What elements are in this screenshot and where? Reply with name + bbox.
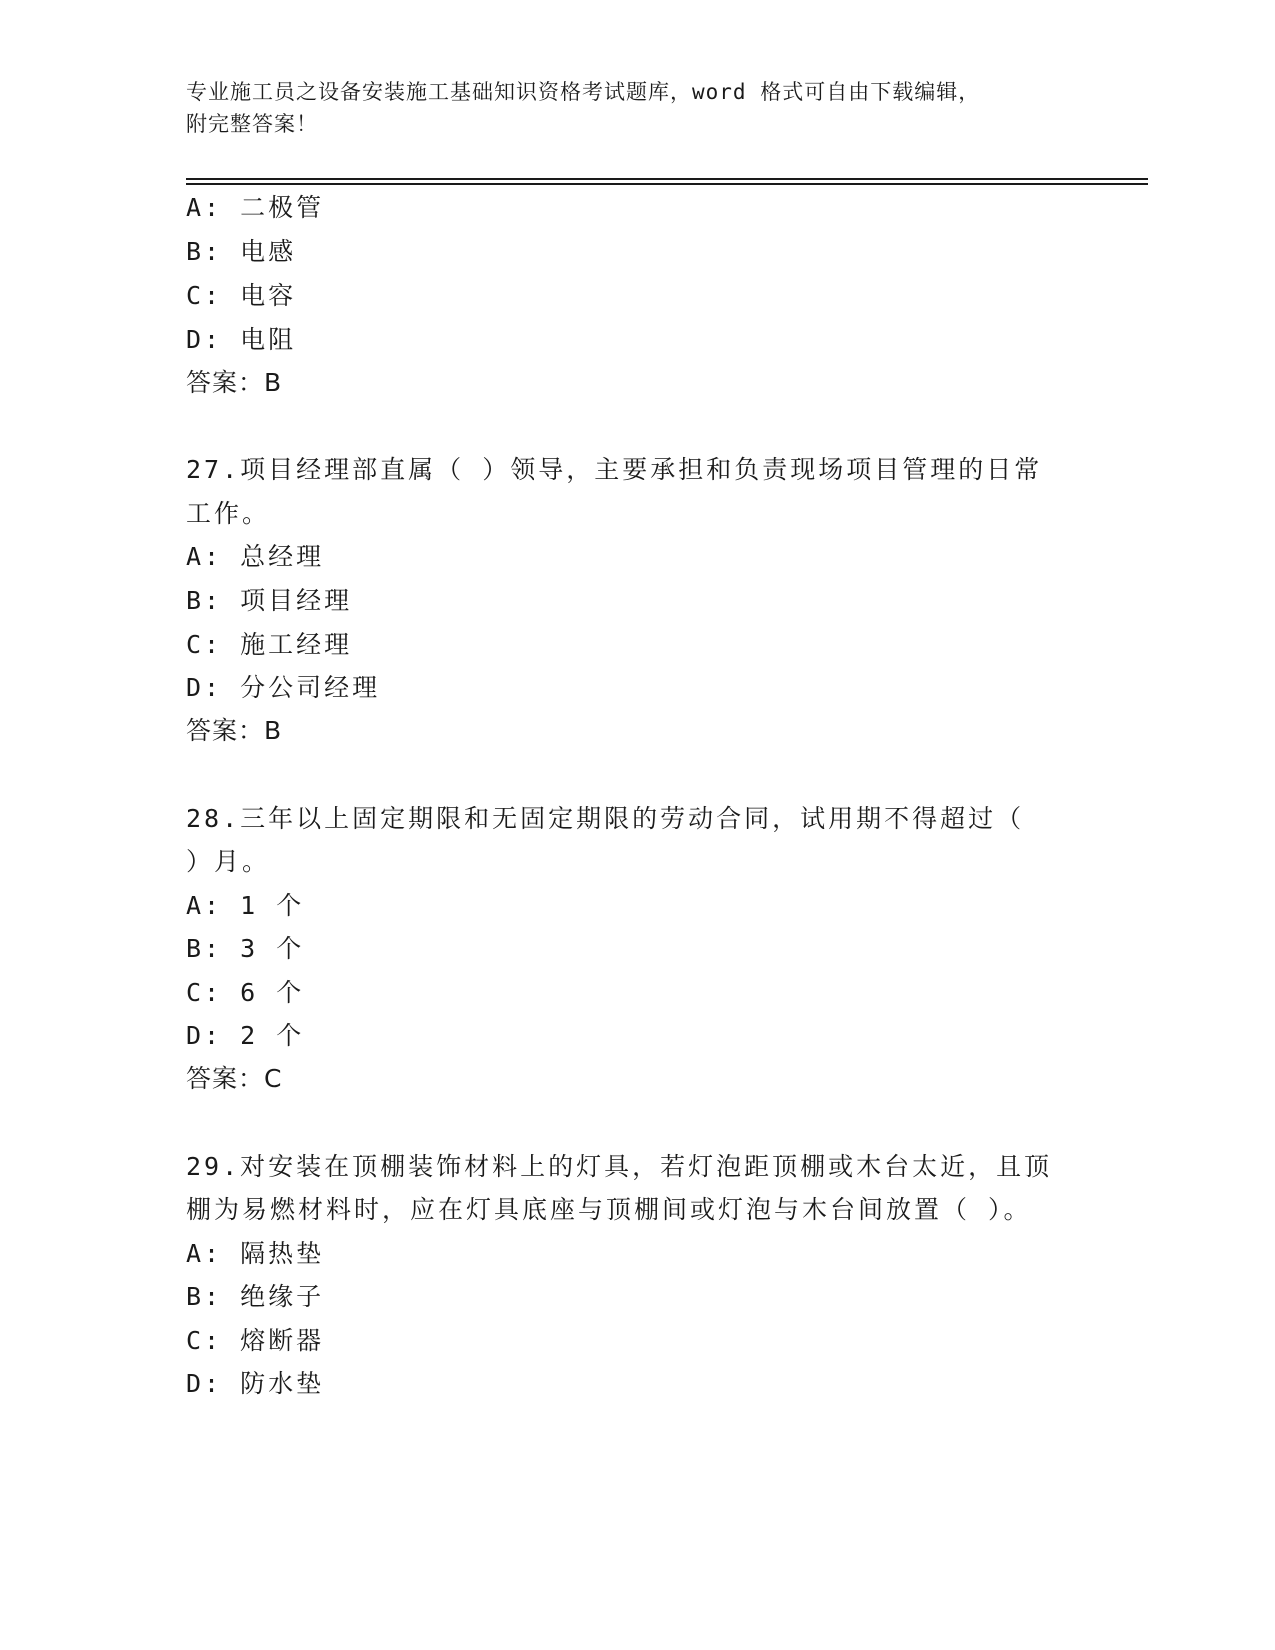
q26-option-a: A: 二极管 — [186, 193, 325, 222]
q28-option-c: C: 6 个 — [186, 978, 305, 1007]
header-line-2: 附完整答案！ — [186, 112, 318, 136]
q27-option-c: C: 施工经理 — [186, 630, 353, 659]
header-rule-bottom — [186, 183, 1148, 185]
q29-stem-line-2: 棚为易燃材料时，应在灯具底座与顶棚间或灯泡与木台间放置（ ）。 — [186, 1195, 1032, 1224]
q29-option-a: A: 隔热垫 — [186, 1239, 325, 1268]
q27-option-d: D: 分公司经理 — [186, 673, 381, 702]
q28-option-b: B: 3 个 — [186, 934, 305, 963]
q26-option-d: D: 电阻 — [186, 325, 297, 354]
header-line-1: 专业施工员之设备安装施工基础知识资格考试题库，word 格式可自由下载编辑， — [186, 80, 981, 104]
q29-option-d: D: 防水垫 — [186, 1369, 325, 1398]
q28-stem-line-1: 28.三年以上固定期限和无固定期限的劳动合同，试用期不得超过（ — [186, 804, 1025, 833]
q26-answer: 答案：B — [186, 368, 283, 397]
q27-stem-line-2: 工作。 — [186, 499, 271, 528]
q29-option-b: B: 绝缘子 — [186, 1282, 325, 1311]
q28-answer: 答案：C — [186, 1064, 283, 1093]
q29-stem-line-1: 29.对安装在顶棚装饰材料上的灯具，若灯泡距顶棚或木台太近，且顶 — [186, 1152, 1053, 1181]
q27-answer: 答案：B — [186, 716, 283, 745]
q28-stem-line-2: ）月。 — [186, 847, 271, 876]
q28-option-d: D: 2 个 — [186, 1021, 305, 1050]
q29-option-c: C: 熔断器 — [186, 1326, 325, 1355]
document-header — [186, 76, 1066, 140]
header-rule-top — [186, 178, 1148, 180]
q27-option-a: A: 总经理 — [186, 542, 325, 571]
q28-option-a: A: 1 个 — [186, 891, 305, 920]
q27-stem-line-1: 27.项目经理部直属（ ）领导，主要承担和负责现场项目管理的日常 — [186, 455, 1043, 484]
q27-option-b: B: 项目经理 — [186, 586, 353, 615]
q26-option-b: B: 电感 — [186, 237, 297, 266]
q26-option-c: C: 电容 — [186, 281, 297, 310]
